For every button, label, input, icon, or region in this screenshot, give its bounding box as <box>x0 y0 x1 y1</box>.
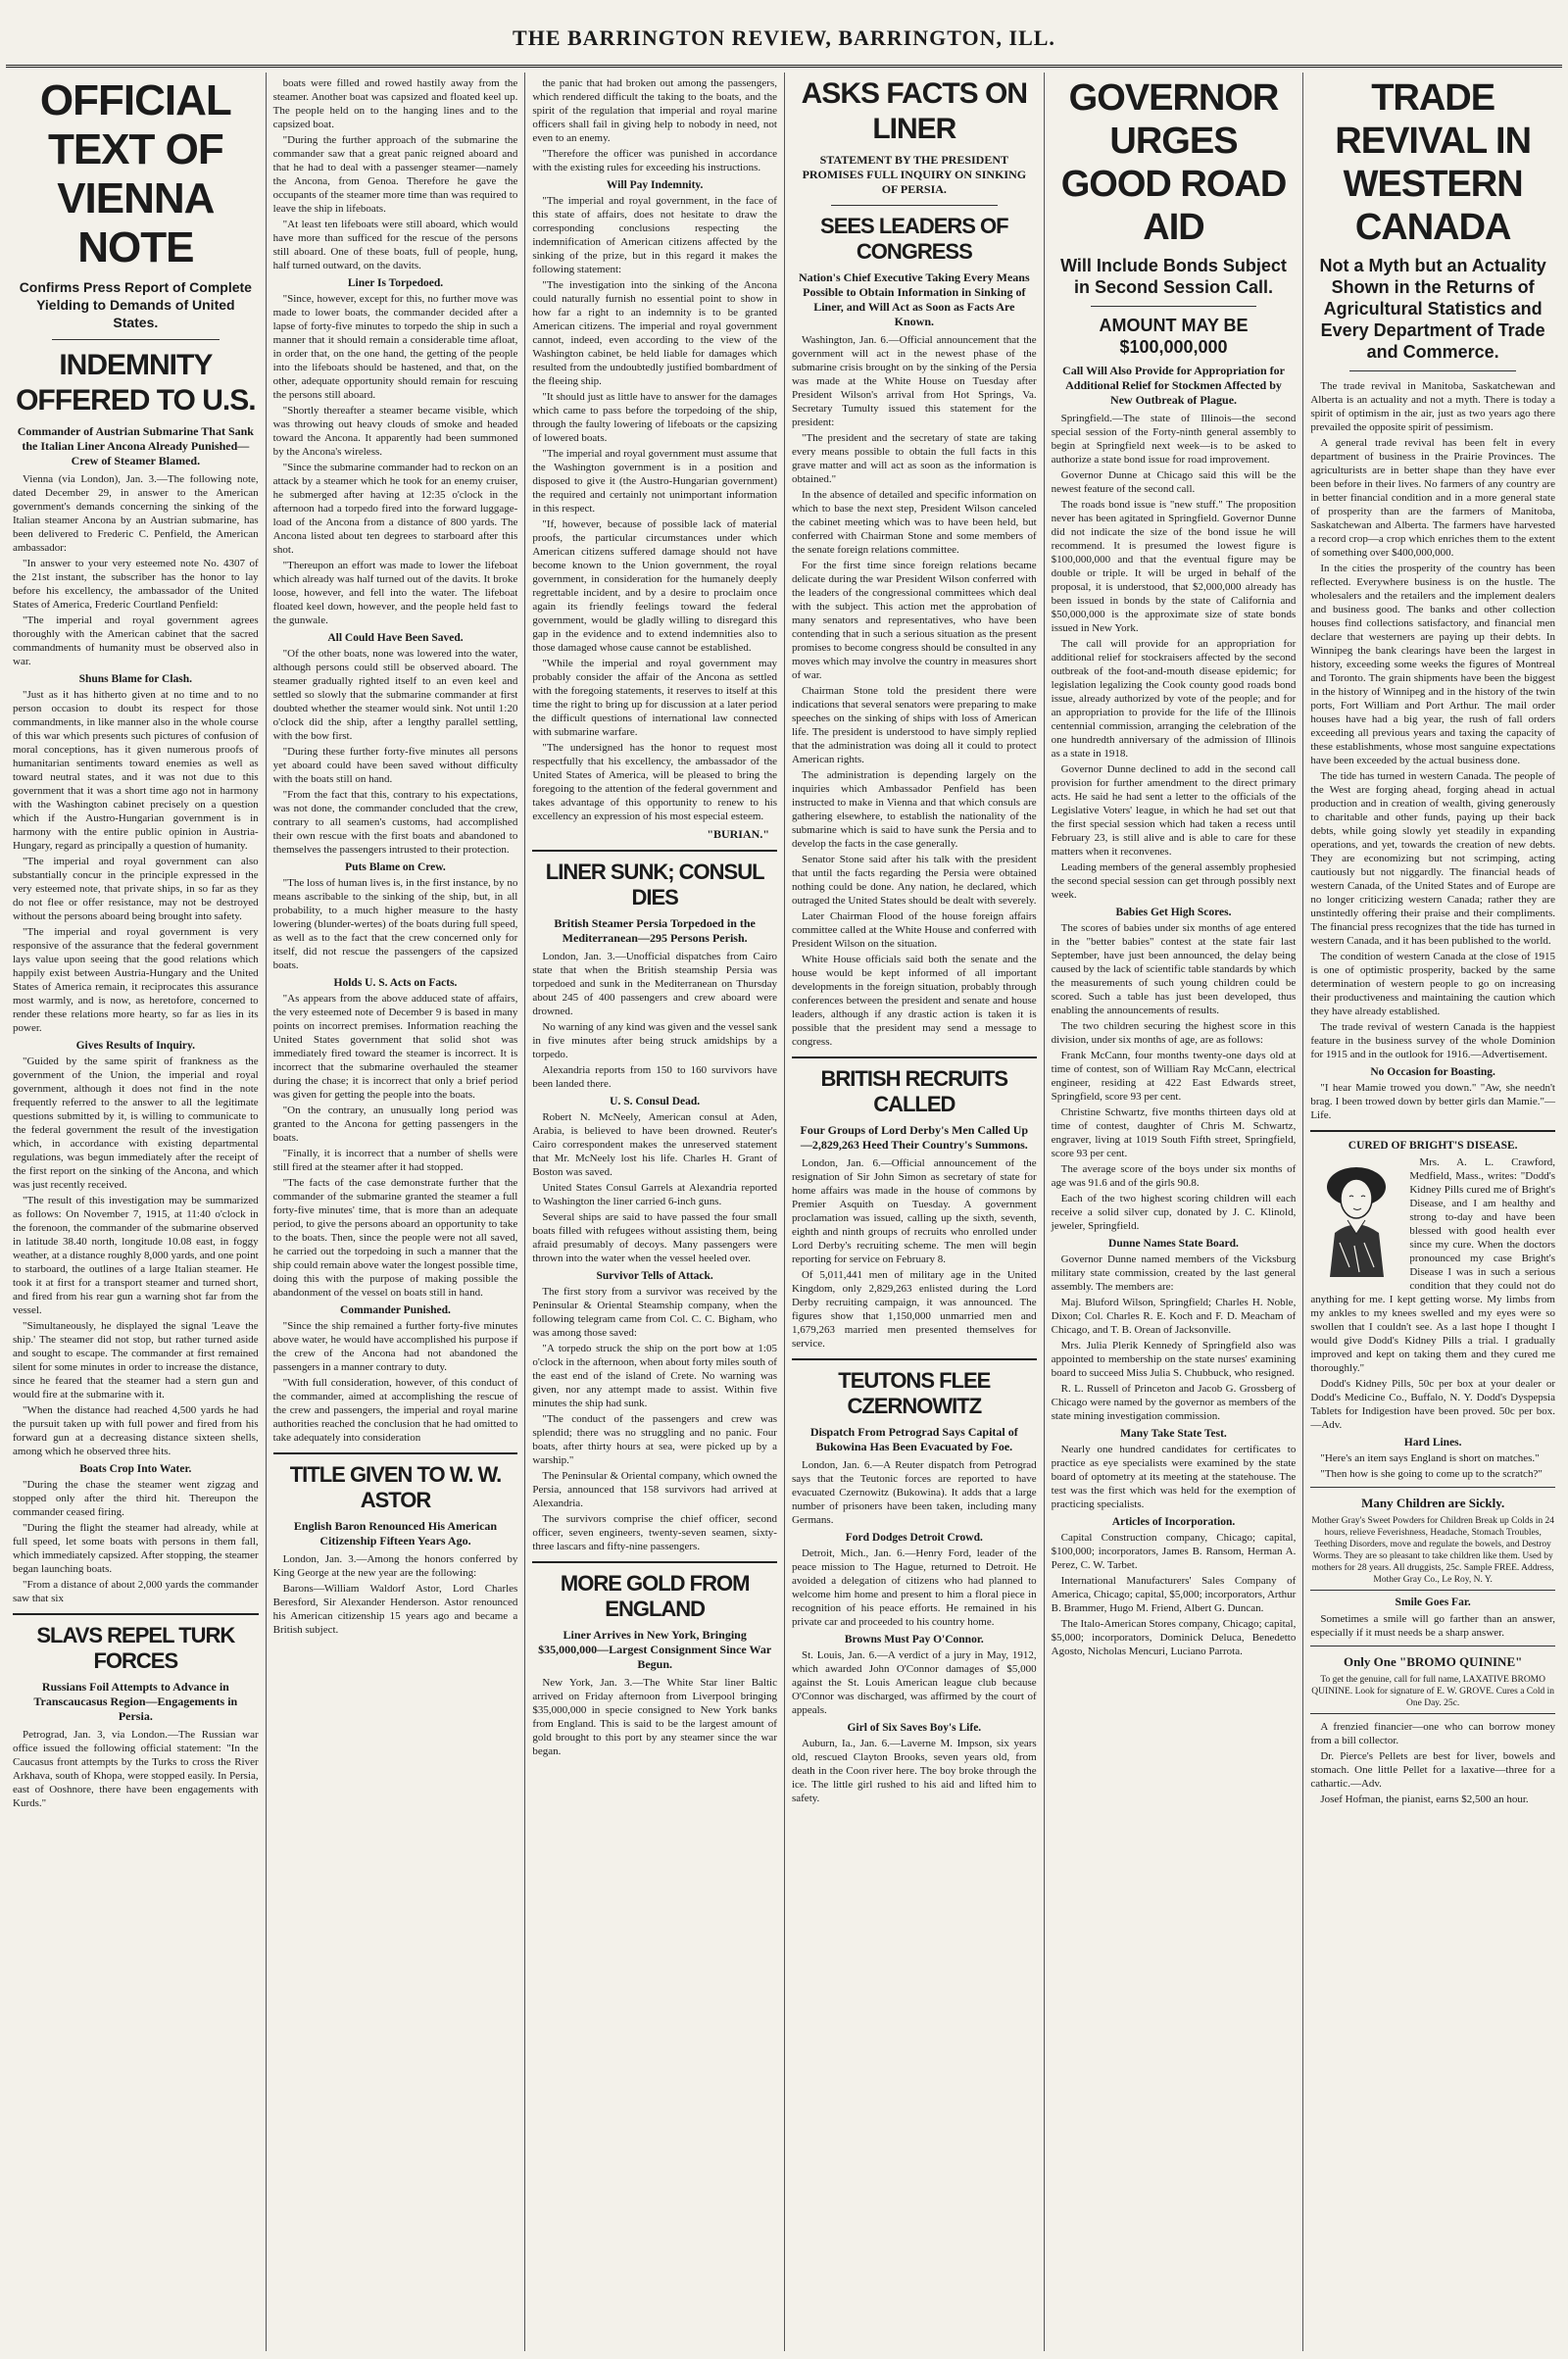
advertisement-mother-gray <box>1310 1487 1555 1591</box>
paragraph: The Peninsular & Oriental company, which owned the Persia, announced that 158 survivors had arrived at Alexandria. <box>532 1470 777 1509</box>
crosshead: Will Pay Indemnity. <box>606 179 704 191</box>
deck-vienna: Confirms Press Report of Complete Yielding to Demands of United States. <box>19 279 252 330</box>
divider <box>792 1057 1037 1058</box>
paragraph: In the absence of detailed and specific information on which to base the next step, President Wilson canceled the cabinet meeting which was to have been held, but conferred with Chairman Stone and some members of the senate foreign relations committee. <box>791 489 1037 556</box>
paragraph: "The president and the secretary of state are taking every means possible to obtain the full facts in this grave matter and will act as soon as the information is obtained." <box>791 432 1037 485</box>
paragraph: The call will provide for an appropriation for additional relief for stockraisers affected by the second outbreak of the foot-and-mouth disease epidemic; for legislation legalizing the Cook county good roads bond issue, already authorized by vote of the people; and for an appropriation to provide for the life of the Illinois centennial commission, arranging the celebration of the one hundredth anniversary of the admission of Illinois as a state in 1918. <box>1051 638 1297 760</box>
paragraph: "From the fact that this, contrary to his expectations, was not done, the commander concluded that the crew, contrary to all seamen's customs, had accomplished their own rescue with the first boats and abandoned to themselves the passengers intrusted to their protection. <box>272 789 518 856</box>
paragraph: Governor Dunne at Chicago said this will be the newest feature of the second call. <box>1051 469 1297 495</box>
divider <box>273 1452 518 1454</box>
paragraph: Detroit, Mich., Jan. 6.—Henry Ford, leader of the peace mission to The Hague, returned to Detroit. He avoided a delegation of citizens who had planned to welcome him home and present to him a floral piece in recognition of his peace efforts. He remained in his private car and proceeded to his country home. <box>791 1548 1037 1628</box>
crosshead: Dunne Names State Board. <box>1108 1238 1239 1250</box>
paragraph: The Italo-American Stores company, Chicago; capital, $5,000; incorporators, Dominick Deluca, Benedetto Agosto, Nicholas Mencuri, Luciano Parrota. <box>1051 1618 1297 1657</box>
paragraph: "Finally, it is incorrect that a number of shells were still fired at the steamer after it had stopped. <box>272 1148 518 1173</box>
woman-portrait-illustration <box>1310 1159 1403 1277</box>
paragraph: The trade revival of western Canada is the happiest feature in the business survey of the whole Dominion for 1915 and in the outlook for 1916.—Advertisement. <box>1310 1021 1555 1060</box>
crosshead: Ford Dodges Detroit Crowd. <box>845 1532 983 1544</box>
article-body <box>1310 1720 1555 1806</box>
subdeck-teutons-flee: Dispatch From Petrograd Says Capital of Bukowina Has Been Evacuated by Foe. <box>809 1425 1018 1453</box>
headline-astor: TITLE GIVEN TO W. W. ASTOR <box>289 1462 502 1512</box>
columns <box>6 73 1562 2351</box>
paragraph: "The loss of human lives is, in the first instance, by no means ascribable to the sinking of the ship, but, in all probability, to a much higher measure to the hasty lowering (blunder-wertes) of the boats during full speed, as well as to the fact that the crew concerned only for itself, did not rescue the passengers of the capsized boats. <box>272 877 518 971</box>
column-3 <box>524 73 784 2351</box>
crosshead: Liner Is Torpedoed. <box>347 277 444 289</box>
paragraph: Only One "BROMO QUININE" <box>1343 1654 1523 1669</box>
article-body <box>792 1156 1037 1351</box>
deck-governor: Will Include Bonds Subject in Second Session Call. <box>1060 256 1287 297</box>
deck-trade-revival: Not a Myth but an Actuality Shown in the Returns of Agricultural Statistics and Every Department of Trade and Commerce. <box>1319 256 1546 362</box>
paragraph: The first story from a survivor was received by the Peninsular & Oriental Steamship company, when the following telegram came from Col. C. C. Bigham, who was among those saved: <box>532 1286 777 1339</box>
paragraph: Frank McCann, four months twenty-one days old at time of contest, son of William Ray McCann, electrical engineer, residing at 422 East Edwards street, Springfield, score 93 per cent. <box>1051 1050 1297 1103</box>
paragraph: Robert N. McNeely, American consul at Aden, Arabia, is believed to have been drowned. Reuter's Cairo correspondent makes the unreserved statement that Mr. McNeely lost his life. Charles H. Grant of Boston was saved. <box>532 1111 777 1178</box>
paragraph: "It should just as little have to answer for the damages which came to pass before the torpedoing of the ship, through the faulty lowering of lifeboats or the capsizing of lowered boats. <box>532 391 777 444</box>
paragraph: "The facts of the case demonstrate further that the commander of the submarine granted the steamer a full forty-five minutes' time, that is more than an adequate period, to give the persons aboard an opportunity to take to the boats. Then, since the people were not all saved, he carried out the torpedoing in such a manner that the ship could remain above water the longest possible time, doing this with the purpose of making possible the abandonment of the vessel on boats still in hand. <box>272 1177 518 1299</box>
paragraph: "With full consideration, however, of this conduct of the commander, aimed at accomplishing the rescue of the crew and passengers, the imperial and royal marine authorities reached the conclusion that he had omitted to take adequately into consideration <box>272 1377 518 1444</box>
paragraph: "The conduct of the passengers and crew was splendid; there was no struggling and no panic. Four boats, after thirty hours at sea, were picked up by a warship." <box>532 1413 777 1466</box>
paragraph: "Therefore the officer was punished in accordance with the existing rules for exceeding his instructions. <box>532 148 777 173</box>
crosshead: Many Take State Test. <box>1120 1428 1227 1440</box>
divider <box>532 1561 777 1563</box>
subdeck-astor: English Baron Renounced His American Citizenship Fifteen Years Ago. <box>293 1519 498 1548</box>
paragraph: Governor Dunne declined to add in the second call provision for further amendment to the direct primary acts. He said he had sent a letter to the officials of the Legislative Voters' league, in which he had set out that the first special session which had taken a recess until February 23, is still alive and is able to care for these matters when it reconvenes. <box>1051 763 1297 858</box>
divider <box>1091 306 1257 307</box>
divider <box>1310 1130 1555 1132</box>
paragraph: London, Jan. 6.—A Reuter dispatch from Petrograd says that the Teutonic forces are reported to have evacuated Czernowitz (Bukowina). It adds that a large number of prisoners have been taken, including many Germans. <box>791 1459 1037 1526</box>
paragraph: The condition of western Canada at the close of 1915 is one of optimistic prosperity, backed by the same determination of western people to go on increasing their productiveness and maintaining the caution which they have already established. <box>1310 951 1555 1017</box>
paragraph: "Since the submarine commander had to reckon on an attack by a steamer which he took for an enemy cruiser, he submerged after having at 12:35 o'clock in the afternoon had a torpedo fired into the forward luggage-load of the Ancona from a distance of 800 yards. The Ancona listed about ten degrees to starboard after this shot. <box>272 462 518 556</box>
crosshead: U. S. Consul Dead. <box>610 1096 701 1107</box>
paragraph: White House officials said both the senate and the house would be kept informed of all important developments in the foreign situation, probably through conferences between the president and senate and house leaders, although if any drastic action is taken it is possible that the president may send a message to congress. <box>791 954 1037 1048</box>
paragraph: Mrs. A. L. Crawford, Medfield, Mass., writes: "Dodd's Kidney Pills cured me of Bright's Disease, and I am healthy and strong to-day and have been blessed with good health ever since my cure. When the doctors pronounced my case Bright's Disease I was in such a serious condition that they could not do anything for me. I kept getting worse. My limbs from my ankles to my knees swelled and my eyes were so swollen that I couldn't see. As a last hope I thought I would give Dodd's Kidney Pills a trial. I gradually improved and kept on taking them and they cured me thoroughly." <box>1310 1156 1555 1374</box>
headline-british-recruits: BRITISH RECRUITS CALLED <box>820 1066 1008 1116</box>
paragraph: "When the distance had reached 4,500 yards he had the pursuit taken up with full power and fired from his forward gun at a decreasing distance sixteen shells, among which he observed three hits. <box>13 1404 259 1457</box>
crosshead: All Could Have Been Saved. <box>327 632 464 644</box>
paragraph: Washington, Jan. 6.—Official announcement that the government will act in the newest phase of the submarine crisis brought on by the sinking of the Persia was made at the White House on Tuesday after President Wilson's arrival from Hot Springs, Va. Secretary Tumulty issued this statement for the president: <box>791 334 1037 428</box>
subdeck-amount: Call Will Also Provide for Appropriation for Additional Relief for Stockmen Affected by New Outbreak of Plague. <box>1062 364 1285 407</box>
paragraph: "The imperial and royal government can also substantially concur in the principle expressed in the very esteemed note, that private ships, in so far as they do not flee or offer resistance, may not be destroyed without the persons aboard being brought into safety. <box>13 856 259 922</box>
paragraph: Capital Construction company, Chicago; capital, $100,000; incorporators, James B. Ransom, Herman A. Perez, C. W. Tarbet. <box>1051 1532 1297 1571</box>
paragraph: "While the imperial and royal government may probably consider the affair of the Ancona as settled with the foregoing statements, it reserves to itself at this time the right to bring up for discussion at a later period the difficult questions of international law connected with submarine warfare. <box>532 658 777 738</box>
paragraph: Leading members of the general assembly prophesied the second special session can get through possibly next week. <box>1051 861 1297 901</box>
paragraph: Maj. Bluford Wilson, Springfield; Charles H. Noble, Dixon; Col. Charles R. E. Koch and F. D. Meacham of Chicago, and T. B. Orean of Jacksonville. <box>1051 1297 1297 1336</box>
article-body <box>273 76 518 1445</box>
paragraph: In the cities the prosperity of the country has been reflected. Everywhere business is on the hustle. The wholesalers and the retailers and the implement dealers and business good. The banks and other collection houses find collections satisfactory, and financial men declare that westerners are paying up their debts. In Winnipeg the bank clearings have been the largest in history, exceeding some weeks the figures of Montreal and Toronto. The grain shipments have been the biggest in the history of Winnipeg and in the history of the twin ports, Fort William and Port Arthur. The mail order houses have had a big year, the rush of fall orders exceeding all previous years and taxing the capacity of these establishments, whose most sanguine expectations have been exceeded by the actual business done. <box>1310 563 1555 766</box>
paragraph: "During the flight the steamer had already, while at full speed, let some boats with persons in them fall, which immediately capsized. After stopping, the steamer began launching boats. <box>13 1522 259 1575</box>
paragraph: "As appears from the above adduced state of affairs, the very esteemed note of December 9 is based in many points on incorrect premises. Information reaching the United States government that solid shot was immediately fired toward the steamer is incorrect. It is incorrect that the submarine overhauled the steamer during the chase; it is incorrect that only a brief period was given for getting the people into the boats. <box>272 993 518 1101</box>
article-body <box>532 950 777 1553</box>
crosshead: Commander Punished. <box>340 1304 451 1316</box>
paragraph: New York, Jan. 3.—The White Star liner Baltic arrived on Friday afternoon from Liverpool bringing $35,000,000 in specie consigned to New York banks from England. This is said to be the largest amount of gold brought to this port by any steamer since the war began. <box>532 1677 777 1757</box>
crosshead: Girl of Six Saves Boy's Life. <box>847 1722 982 1734</box>
column-2 <box>266 73 525 2351</box>
crosshead: CURED OF BRIGHT'S DISEASE. <box>1348 1140 1518 1152</box>
paragraph: Auburn, Ia., Jan. 6.—Laverne M. Impson, six years old, rescued Clayton Brooks, seven years old, from death in the Coon river here. The boy broke through the ice. The little girl rushed to his aid and lifted him to safety. <box>791 1738 1037 1804</box>
paragraph: "During the chase the steamer went zigzag and stopped only after the third hit. Thereupon the commander ceased firing. <box>13 1479 259 1518</box>
paragraph: The survivors comprise the chief officer, second officer, seven engineers, twenty-seven seamen, sixty-three lascars and fifty-nine passengers. <box>532 1513 777 1552</box>
crosshead: Puts Blame on Crew. <box>345 861 446 873</box>
paragraph: Christine Schwartz, five months thirteen days old at time of contest, daughter of Chris M. Schwartz, engraver, living at 1019 South Fifth street, Springfield, score 93 per cent. <box>1051 1106 1297 1159</box>
paragraph: The average score of the boys under six months of age was 91.6 and of the girls 90.8. <box>1051 1163 1297 1189</box>
crosshead: No Occasion for Boasting. <box>1370 1066 1495 1078</box>
paragraph: The trade revival in Manitoba, Saskatchewan and Alberta is an actuality and not a myth. There is today a spirit of optimism in the air, just as two years ago there prevailed the opposite spirit of pessimism. <box>1310 380 1555 433</box>
article-body <box>1310 1612 1555 1640</box>
paragraph: No warning of any kind was given and the vessel sank in five minutes after being struck amidships by a torpedo. <box>532 1021 777 1060</box>
article-body <box>792 333 1037 1049</box>
article-body <box>273 1552 518 1637</box>
paragraph: For the first time since foreign relations became delicate during the war President Wilson conferred with the leaders of the congressional committees which deal with the subject. This action met the approbation of many senators and representatives, who have been contending that in such a serious situation as the present promises to become congress should be consulted in any moves which may involve the country in measures short of war. <box>791 560 1037 681</box>
column-6 <box>1302 73 1562 2351</box>
paragraph: "The result of this investigation may be summarized as follows: On November 7, 1915, at 11:40 o'clock in the forenoon, the commander of the submarine observed in latitude 38.40 north, longitude 10.08 east, in foggy weather, at a distance roughly 8,000 yards, and one point to starboard, the outlines of a large Italian steamer. He took it at first for a transport steamer and turned short, and fired from his rear gun a warning shot far from the vessel. <box>13 1195 259 1316</box>
article-body <box>792 1458 1037 1805</box>
paragraph: "During these further forty-five minutes all persons yet aboard could have been saved without difficulty with the boats still on hand. <box>272 746 518 785</box>
paragraph: Josef Hofman, the pianist, earns $2,500 an hour. <box>1320 1794 1529 1805</box>
paragraph: "Simultaneously, he displayed the signal 'Leave the ship.' The steamer did not stop, but rather turned aside and sought to escape. The commander at first remained silent for some minutes in order to increase the distance, since he feared that the steamer had a stern gun and would fire at the submarine with it. <box>13 1320 259 1401</box>
column-1 <box>6 73 266 2351</box>
article-body <box>1310 1155 1555 1481</box>
paragraph: "The imperial and royal government is very responsive of the assurance that the federal government lays value upon seeing that the good relations which happily exist between Austria-Hungary and the United States of America remain, it reciprocates this assurance most warmly, and is now, as heretofore, concerned to render these relations more hearty, so far as lies in its power. <box>13 926 259 1034</box>
subdeck-slavs: Russians Foil Attempts to Advance in Transcaucasus Region—Engagements in Persia. <box>33 1680 238 1723</box>
headline-slavs: SLAVS REPEL TURK FORCES <box>36 1623 235 1673</box>
signature: "BURIAN." <box>707 827 769 841</box>
masthead <box>6 0 1562 68</box>
paragraph: London, Jan. 3.—Among the honors conferred by King George at the new year are the following: <box>272 1553 518 1579</box>
paragraph: Springfield.—The state of Illinois—the second special session of the Forty-ninth general assembly to begin at Springfield next week—is to be asked to authorize a state bond issue for road improvement. <box>1051 413 1297 466</box>
headline-indemnity: INDEMNITY OFFERED TO U.S. <box>16 349 256 417</box>
subdeck-more-gold: Liner Arrives in New York, Bringing $35,000,000—Largest Consignment Since War Begun. <box>538 1628 772 1671</box>
crosshead: Shuns Blame for Clash. <box>78 673 193 685</box>
headline-sees-leaders: SEES LEADERS OF CONGRESS <box>820 214 1008 264</box>
paragraph: Dodd's Kidney Pills, 50c per box at your dealer or Dodd's Medicine Co., Buffalo, N. Y. Dodd's Dyspepsia Tablets for Indigestion have been proved. 50c per box.—Adv. <box>1310 1378 1555 1431</box>
paragraph: A frenzied financier—one who can borrow money from a bill collector. <box>1310 1721 1555 1746</box>
column-5 <box>1044 73 1303 2351</box>
crosshead: Smile Goes Far. <box>1395 1597 1471 1608</box>
paragraph: "Then how is she going to come up to the scratch?" <box>1320 1468 1543 1480</box>
paragraph: the panic that had broken out among the passengers, which rendered difficult the taking to the boats, and the spirit of the regulation that imperial and royal marine officers shall fail in giving help to nobody in need, not even to an enemy. <box>532 77 777 144</box>
article-body <box>532 76 777 823</box>
paragraph: "The undersigned has the honor to request most respectfully that his excellency, the ambassador of the United States of America, will be pleased to bring the foregoing to the attention of the federal government and takes advantage of this opportunity to renew to his excellency an expression of his most especial esteem. <box>532 742 777 822</box>
subdeck-sees-leaders: Nation's Chief Executive Taking Every Means Possible to Obtain Information in Sinking of Liner, and Will Act as Soon as Facts Are Known. <box>798 270 1030 328</box>
paragraph: St. Louis, Jan. 6.—A verdict of a jury in May, 1912, which awarded John O'Connor damages of $5,000 against the St. Louis American league club because O'Connor was discharged, was affirmed by the court of appeals. <box>791 1649 1037 1716</box>
crosshead: Holds U. S. Acts on Facts. <box>333 977 458 989</box>
subdeck-liner-sunk: British Steamer Persia Torpedoed in the Mediterranean—295 Persons Perish. <box>554 916 756 945</box>
headline-more-gold: MORE GOLD FROM ENGLAND <box>560 1571 750 1621</box>
article-body <box>532 1676 777 1758</box>
divider <box>1349 370 1516 371</box>
subdeck-british-recruits: Four Groups of Lord Derby's Men Called Up—2,829,263 Heed Their Country's Summons. <box>800 1123 1029 1152</box>
paragraph: R. L. Russell of Princeton and Jacob G. Grossberg of Chicago were named by the governor as members of the state mining investigation commission. <box>1051 1383 1297 1422</box>
paragraph: "Since, however, except for this, no further move was made to lower boats, the commander decided after a lapse of forty-five minutes to torpedo the ship in such a manner that it should remain a considerable time afloat, in order that, on the one hand, the getting of the people into the lifeboats should be hastened, and that, on the other, adequate opportunity should remain for rescuing the persons still aboard. <box>272 293 518 401</box>
paragraph: "At least ten lifeboats were still aboard, which would have more than sufficed for the rescue of the persons still aboard. One of these boats, full of people, hung, half turned outward, on the davits. <box>272 219 518 271</box>
article-body <box>1052 412 1297 1658</box>
article-body <box>1310 379 1555 1122</box>
paragraph: Sometimes a smile will go farther than an answer, especially if it must needs be a sharp answer. <box>1310 1613 1555 1639</box>
headline-governor-urges: GOVERNOR URGES GOOD ROAD AID <box>1060 77 1287 248</box>
paragraph: "Since the ship remained a further forty-five minutes above water, he would have accomplished his purpose if the crew of the Ancona had not abandoned the passengers in a manner contrary to duty. <box>272 1320 518 1373</box>
crosshead: Gives Results of Inquiry. <box>75 1040 196 1052</box>
paragraph: "The imperial and royal government must assume that the Washington government is in a position and disposed to give it (the Austro-Hungarian government) the required and certainly not unimportant information in this respect. <box>532 448 777 515</box>
paragraph: "Here's an item says England is short on matches." <box>1320 1452 1540 1464</box>
crosshead: Babies Get High Scores. <box>1115 907 1232 918</box>
paragraph: "The imperial and royal government agrees thoroughly with the American cabinet that the sacred commandments of humanity must be observed also in war. <box>13 614 259 667</box>
paragraph: Nearly one hundred candidates for certificates to practice as eye specialists were examined by the state board of optometry at its meeting at the statehouse. The test was the first which was held for the exemption of practicing specialists. <box>1051 1444 1297 1510</box>
headline-teutons-flee: TEUTONS FLEE CZERNOWITZ <box>838 1368 991 1418</box>
paragraph: Senator Stone said after his talk with the president that until the facts regarding the Persia were obtained nothing could be done. Any nation, he declared, which outraged the United States should be dealt with severely. <box>791 854 1037 907</box>
paragraph: International Manufacturers' Sales Company of America, Chicago; capital, $5,000; incorporators, Arthur B. Brammer, Hugo M. Friend, Albert G. Duncan. <box>1051 1575 1297 1614</box>
paragraph: "The investigation into the sinking of the Ancona could naturally furnish no essential point to show in how far a right to an indemnity is to be granted American citizens. The imperial and royal government cannot, indeed, even according to the view of the Washington cabinet, be held liable for damages which resulted from the undoubtedly justified bombardment of the fleeing ship. <box>532 279 777 387</box>
subdeck-indemnity: Commander of Austrian Submarine That Sank the Italian Liner Ancona Already Punished—Crew of Steamer Blamed. <box>17 424 254 467</box>
paragraph: "During the further approach of the submarine the commander saw that a great panic reigned aboard and that he had to deal with a passenger steamer—namely the Ancona, from Genoa. Therefore he gave the occupants of the steamer more time than was required to leave the ship in lifeboats. <box>272 134 518 215</box>
paragraph: The two children securing the highest score in this division, under six months of age, are as follows: <box>1051 1020 1297 1046</box>
article-body <box>13 472 259 1605</box>
paragraph: "The imperial and royal government, in the face of this state of affairs, does not hesitate to draw the corresponding conclusions respecting the indemnification of American citizens affected by the sinking of the prize, but in this regard it makes the following statement: <box>532 195 777 275</box>
paragraph: "Guided by the same spirit of frankness as the government of the Union, the imperial and royal government, although it does not find in the note frequently referred to the answer to all the legitimate questions submitted by it, is willing to communicate to the federal government the result of the investigation which, in accordance with existing departmental regulations, was begun immediately after the receipt of the first report on the sinking of the Ancona, and which was just recently received. <box>13 1056 259 1191</box>
article-body <box>13 1728 259 1810</box>
paragraph: "Shortly thereafter a steamer became visible, which was throwing out heavy clouds of smoke and headed toward the Ancona. It apparently had been summoned by the Ancona's wireless. <box>272 405 518 458</box>
headline-liner-sunk: LINER SUNK; CONSUL DIES <box>545 860 764 909</box>
paragraph: "A torpedo struck the ship on the port bow at 1:05 o'clock in the afternoon, when about forty miles south of the east end of the island of Crete. No warning was given, nor any attempt made to assist. Within five minutes the ship had sunk. <box>532 1343 777 1409</box>
divider <box>52 339 220 340</box>
paragraph: London, Jan. 3.—Unofficial dispatches from Cairo state that when the British steamship Persia was torpedoed and sunk in the Mediterranean on Thursday about 245 of 400 passengers and crew aboard were drowned. <box>532 951 777 1017</box>
paragraph: "On the contrary, an unusually long period was granted to the Ancona for getting passengers in the boats. <box>272 1105 518 1144</box>
paragraph: Chairman Stone told the president there were indications that several senators were preparing to make speeches on the sinking of ships with loss of American life. The president is understood to have simply replied that the administration was doing all it could to protect American rights. <box>791 685 1037 765</box>
subdeck-asks-facts: STATEMENT BY THE PRESIDENT PROMISES FULL INQUIRY ON SINKING OF PERSIA. <box>802 153 1027 196</box>
paragraph: To get the genuine, call for full name, LAXATIVE BROMO QUININE. Look for signature of E. W. GROVE. Cures a Cold in One Day. 25c. <box>1311 1675 1555 1708</box>
advertisement-bromo-quinine <box>1310 1646 1555 1714</box>
masthead-title: THE BARRINGTON REVIEW, BARRINGTON, ILL. <box>513 25 1055 50</box>
paragraph: The tide has turned in western Canada. The people of the West are forging ahead, forging ahead in actual production and in creation of wealth, giving generously to charitable and other funds, paying up their back debts, while going slowly yet steadily in expanding operations, and yet, towards the creation of new debts. They are economizing but not scrimping, acting cautiously but not niggardly. The financial heads of western Canada, of the United States and of Europe are no longer criticizing western Canada; rather they are unstintedly offering their praise and their compliments. The financial press recognizes that the tide has turned in western Canada, and it has been published to the world. <box>1310 770 1555 947</box>
paragraph: London, Jan. 6.—Official announcement of the resignation of Sir John Simon as secretary of state for home affairs was made in the house of commons by Premier Asquith on Tuesday. A government proclamation was issued, calling up the sixth, seventh, eighth and ninth groups of recruits who enrolled under Lord Derby's recruiting scheme. The men will begin reporting for service on February 8. <box>791 1157 1037 1265</box>
paragraph: "Just as it has hitherto given at no time and to no person occasion to doubt its respect for those commandments, in like manner also in the whole course of this war which presents such pictures of confusion of moral conceptions, has it given numerous proofs of humanitarian sentiments toward enemies as well as toward neutral states, and it was not due to this government that it was a short time ago not in harmony with the Washington cabinet precisely on a question which if the Austro-Hungarian government is in harmony with the entire public opinion in Austria-Hungary, regard as principally a question of humanity. <box>13 689 259 852</box>
crosshead: Boats Crop Into Water. <box>79 1463 192 1475</box>
paragraph: "Of the other boats, none was lowered into the water, although persons could still be observed aboard. The steamer gradually righted itself to an even keel and settled so slowly that the submarine commander at first doubted whether the steamer would sink. Not until 1:20 o'clock did the ship, after a lengthy parallel settling, with the bow first. <box>272 648 518 742</box>
crosshead: Browns Must Pay O'Connor. <box>844 1634 984 1646</box>
crosshead: Hard Lines. <box>1403 1437 1462 1449</box>
paragraph: Each of the two highest scoring children will each receive a solid silver cup, donated by J. C. Klinold, jeweler, Springfield. <box>1051 1193 1297 1232</box>
crosshead: Articles of Incorporation. <box>1111 1516 1236 1528</box>
paragraph: The roads bond issue is "new stuff." The proposition never has been agitated in Springfield. Governor Dunne did not indicate the size of the bond issue he will recommend. It is presumed the lowest figure is $100,000,000 and that the eventual figure may be double or triple. It will be urged in behalf of the proposal, it is understood, that $2,000,000 already has been issued in bonds by the state of California and $50,000,000 is the approximate size of state bonds issued in New York. <box>1051 499 1297 634</box>
paragraph: "In answer to your very esteemed note No. 4307 of the 21st instant, the subscriber has the honor to lay before his excellency, the ambassador of the United States of America, Frederic Courtland Penfield: <box>13 558 259 611</box>
paragraph: Vienna (via London), Jan. 3.—The following note, dated December 29, in answer to the American government's demands concerning the sinking of the Italian steamer Ancona by an Austrian submarine, has been delivered to Frederic C. Penfield, the American ambassador: <box>13 473 259 554</box>
paragraph: The administration is depending largely on the inquiries which Ambassador Penfield has been instructed to make in Vienna and that which consuls are gathering elsewhere, to establish the nationality of the submarine which is said to have sunk the Persia and to develop the facts in the case generally. <box>791 769 1037 850</box>
paragraph: Alexandria reports from 150 to 160 survivors have been landed there. <box>532 1064 777 1090</box>
paragraph: A general trade revival has been felt in every department of business in the Prairie Provinces. The agriculturists are in better shape than they have ever been before in their lives. No farmers of any country are in better financial condition and in a more general state of prosperity than are the farmers of Manitoba, Saskatchewan and Alberta. The farmers have harvested a record crop—a crop which enriches them to the extent of something over $400,000,000. <box>1310 437 1555 559</box>
paragraph: boats were filled and rowed hastily away from the steamer. Another boat was capsized and floated keel up. The people held on to the hanging lines and to the capsized boat. <box>272 77 518 130</box>
paragraph: Several ships are said to have passed the four small boats filled with refugees without assisting them, being afraid presumably of decoys. Many passengers were thrown into the water when the vessel heeled over. <box>532 1211 777 1264</box>
paragraph: Of 5,011,441 men of military age in the United Kingdom, only 2,829,263 enlisted during the Lord Derby recruiting campaign, it was announced. The figures show that 1,150,000 unmarried men and 1,679,263 married men presented themselves for service. <box>791 1269 1037 1350</box>
paragraph: Petrograd, Jan. 3, via London.—The Russian war office issued the following official statement: "In the Caucasus front attempts by the Turks to cross the River Arkhava, south of Khopa, were stopped easily. In Persia, east of Ooshnore, there have been engagements with Kurds." <box>13 1729 259 1809</box>
paragraph: The scores of babies under six months of age entered in the "better babies" contest at the state fair last September, have just been announced, the delay being caused by the lack of scientific table standards by which the measurements of such young children could be scored. Such a table has just been developed, thus enabling the announcements of results. <box>1051 922 1297 1016</box>
headline-trade-revival: TRADE REVIVAL IN WESTERN CANADA <box>1335 77 1532 248</box>
paragraph: "I hear Mamie trowed you down." "Aw, she needn't brag. I been trowed down by better girls dan Mamie."—Life. <box>1310 1082 1555 1121</box>
crosshead: Survivor Tells of Attack. <box>596 1270 713 1282</box>
paragraph: Governor Dunne named members of the Vicksburg military state commission, created by the last general assembly. The members are: <box>1051 1253 1297 1293</box>
paragraph: "From a distance of about 2,000 yards the commander saw that six <box>13 1579 259 1604</box>
paragraph: Many Children are Sickly. <box>1361 1496 1505 1510</box>
paragraph: Barons—William Waldorf Astor, Lord Charles Beresford, Sir Alexander Henderson. Astor renounced his American citizenship 15 years ago and became a British subject. <box>272 1583 518 1636</box>
paragraph: Mother Gray's Sweet Powders for Children Break up Colds in 24 hours, relieve Feverishness, Headache, Stomach Troubles, Teething Disorders, move and regulate the bowels, and Destroy Worms. They are so pleasant to take children like them. Used by mothers for 28 years. All druggists, 25c. Sample FREE. Address, Mother Gray Co., Le Roy, N. Y. <box>1311 1516 1554 1585</box>
divider <box>13 1613 259 1615</box>
divider <box>831 205 998 206</box>
column-4 <box>784 73 1044 2351</box>
divider <box>792 1358 1037 1360</box>
paragraph: Dr. Pierce's Pellets are best for liver, bowels and stomach. One little Pellet for a laxative—three for a cathartic.—Adv. <box>1310 1750 1555 1790</box>
paragraph: "If, however, because of possible lack of material proofs, the particular circumstances under which American citizens suffered damage should not have become known to the Union government, the royal government, in consideration for the humanely deeply regrettable incident, and by a desire to proclaim once again its friendly feelings toward the federal government, would be gladly willing to disregard this gap in the evidence and to extend indemnities also to those damaged whose cause cannot be established. <box>532 518 777 654</box>
paragraph: Later Chairman Flood of the house foreign affairs committee called at the White House and conferred with President Wilson on the situation. <box>791 910 1037 950</box>
headline-asks-facts: ASKS FACTS ON LINER <box>801 77 1027 145</box>
paragraph: United States Consul Garrels at Alexandria reported to Washington the liner carried 6-inch guns. <box>532 1182 777 1207</box>
headline-amount: AMOUNT MAY BE $100,000,000 <box>1099 316 1249 357</box>
headline-vienna-note: OFFICIAL TEXT OF VIENNA NOTE <box>39 76 231 271</box>
divider <box>532 850 777 852</box>
paragraph: Mrs. Julia Plerik Kennedy of Springfield also was appointed to membership on the state nurses' examining board to succeed Miss Julia S. Chubbuck, who resigned. <box>1051 1340 1297 1379</box>
paragraph: "Thereupon an effort was made to lower the lifeboat which already was half turned out of the davits. It broke loose, however, and fell into the water. The lifeboat floated keel down, however, and the people held fast to the gunwale. <box>272 560 518 626</box>
